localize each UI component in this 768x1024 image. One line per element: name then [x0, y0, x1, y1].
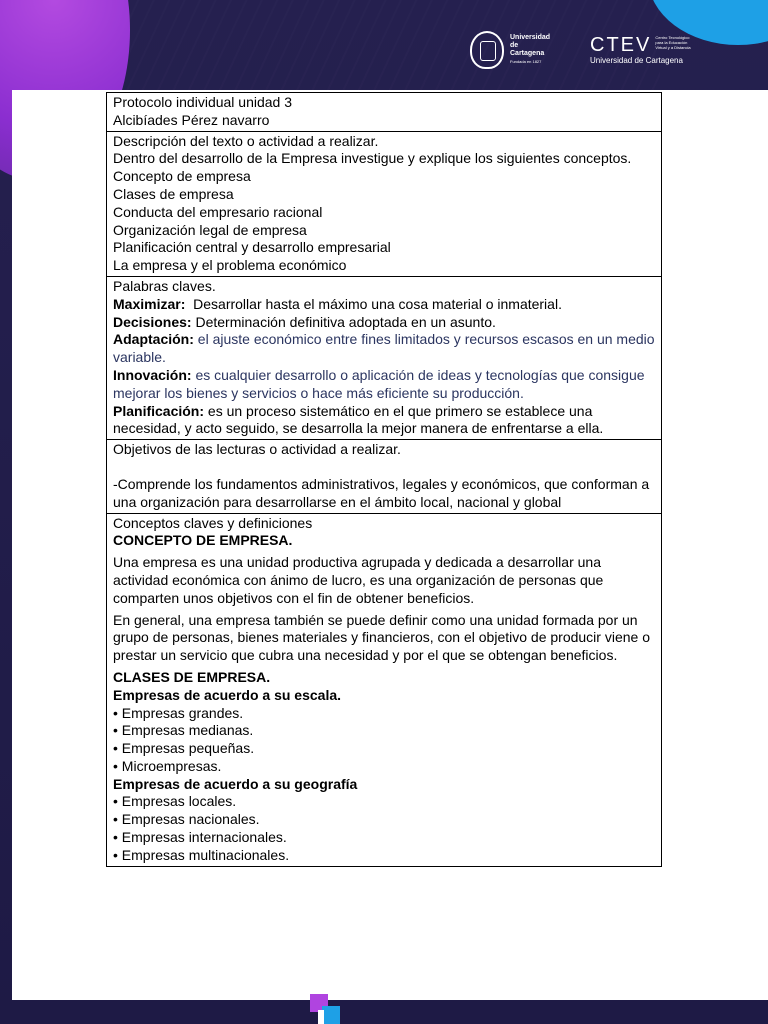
keyword-term: Adaptación:: [113, 331, 194, 348]
keyword-definition: es cualquier desarrollo o aplicación de ideas y tecnologías que consigue mejorar los bienes y servicios o hace más eficiente su producción.: [113, 366, 649, 401]
keyword-entry: [113, 367, 655, 403]
keyword-definition: Determinación definitiva adoptada en un asunto.: [191, 313, 496, 330]
keyword-entry: [113, 331, 659, 367]
section-heading: Palabras claves.: [113, 277, 216, 294]
keyword-definition: Desarrollar hasta el máximo una cosa material o inmaterial.: [185, 295, 562, 312]
ctev-tagline: Centro Tecnológico para la Educación Virtual y a Distancia: [655, 34, 691, 50]
description-intro: Dentro del desarrollo de la Empresa investigue y explique los siguientes conceptos.: [113, 150, 632, 167]
keyword-definition: es un proceso sistemático en el que primero se establece una necesidad, y acto seguido, se desarrolla la mejor manera de enfrentarse a ella.: [113, 402, 604, 437]
keyword-term: Decisiones:: [113, 313, 192, 330]
concept-title: CONCEPTO DE EMPRESA.: [113, 532, 293, 549]
list-item: • Empresas nacionales.: [113, 811, 260, 828]
table-row: [107, 93, 662, 132]
list-item: Planificación central y desarrollo empresarial: [113, 239, 391, 256]
list-item: • Empresas internacionales.: [113, 829, 287, 846]
list-item: • Empresas pequeñas.: [113, 740, 255, 757]
list-item: • Microempresas.: [113, 757, 222, 774]
description-cell: [107, 131, 662, 276]
header-logos: [470, 30, 691, 70]
footer-accent: [318, 1010, 324, 1024]
university-name: Universidad de Cartagena: [510, 34, 551, 57]
keywords-cell: [107, 276, 662, 439]
list-item: • Empresas multinacionales.: [113, 846, 290, 863]
ctev-subtitle: Universidad de Cartagena: [590, 55, 683, 65]
objectives-cell: [107, 440, 662, 513]
keyword-term: Innovación:: [113, 366, 192, 383]
footer-blue-square: [322, 1006, 340, 1024]
university-seal-icon: [470, 31, 504, 69]
keyword-term: Maximizar:: [113, 295, 186, 312]
table-row: [107, 513, 662, 866]
keyword-entry: [113, 403, 655, 439]
keyword-entry: [113, 314, 655, 332]
keyword-entry: [113, 296, 655, 314]
university-logo: [470, 31, 554, 69]
classes-title: CLASES DE EMPRESA.: [113, 668, 271, 685]
concepts-cell: [107, 513, 662, 866]
ctev-logo: [590, 35, 691, 66]
table-row: [107, 131, 662, 276]
list-item: • Empresas grandes.: [113, 704, 244, 721]
concept-paragraph: En general, una empresa también se puede definir como una unidad formada por un grupo de personas, bienes materiales y financieros, con el objetivo de producir viene o prestar un servicio que cubra una necesidad y por el que se obtengan beneficios.: [113, 611, 650, 664]
objective-text: -Comprende los fundamentos administrativos, legales y económicos, que conforman a una organización para desarrollarse en el ámbito local, nacional y global: [113, 475, 650, 510]
list-item: La empresa y el problema económico: [113, 257, 347, 274]
section-heading: Conceptos claves y definiciones: [113, 514, 313, 531]
protocol-table: [106, 92, 662, 867]
protocol-title: Protocolo individual unidad 3: [113, 94, 293, 110]
keyword-definition: el ajuste económico entre fines limitados y recursos escasos en un medio variable.: [113, 331, 659, 366]
table-row: [107, 440, 662, 513]
geo-title: Empresas de acuerdo a su geografía: [113, 775, 358, 792]
list-item: Conducta del empresario racional: [113, 203, 323, 220]
table-row: [107, 276, 662, 439]
author-name: Alcibíades Pérez navarro: [113, 111, 270, 128]
scale-title: Empresas de acuerdo a su escala.: [113, 686, 342, 703]
header-cell: [107, 93, 662, 132]
section-heading: Descripción del texto o actividad a realizar.: [113, 132, 379, 149]
list-item: Concepto de empresa: [113, 168, 251, 185]
list-item: • Empresas medianas.: [113, 722, 254, 739]
university-subtitle: Fundada en 1827: [510, 59, 542, 64]
section-heading: Objetivos de las lecturas o actividad a realizar.: [113, 441, 401, 458]
list-item: • Empresas locales.: [113, 793, 237, 810]
list-item: Organización legal de empresa: [113, 221, 307, 238]
keyword-term: Planificación:: [113, 402, 205, 419]
concept-paragraph: Una empresa es una unidad productiva agrupada y dedicada a desarrollar una actividad económica con ánimo de lucro, es una organización de personas que comparten unos objetivos con el fin de obtener beneficios.: [113, 554, 604, 606]
list-item: Clases de empresa: [113, 185, 234, 202]
ctev-wordmark: CTEV: [590, 33, 652, 56]
